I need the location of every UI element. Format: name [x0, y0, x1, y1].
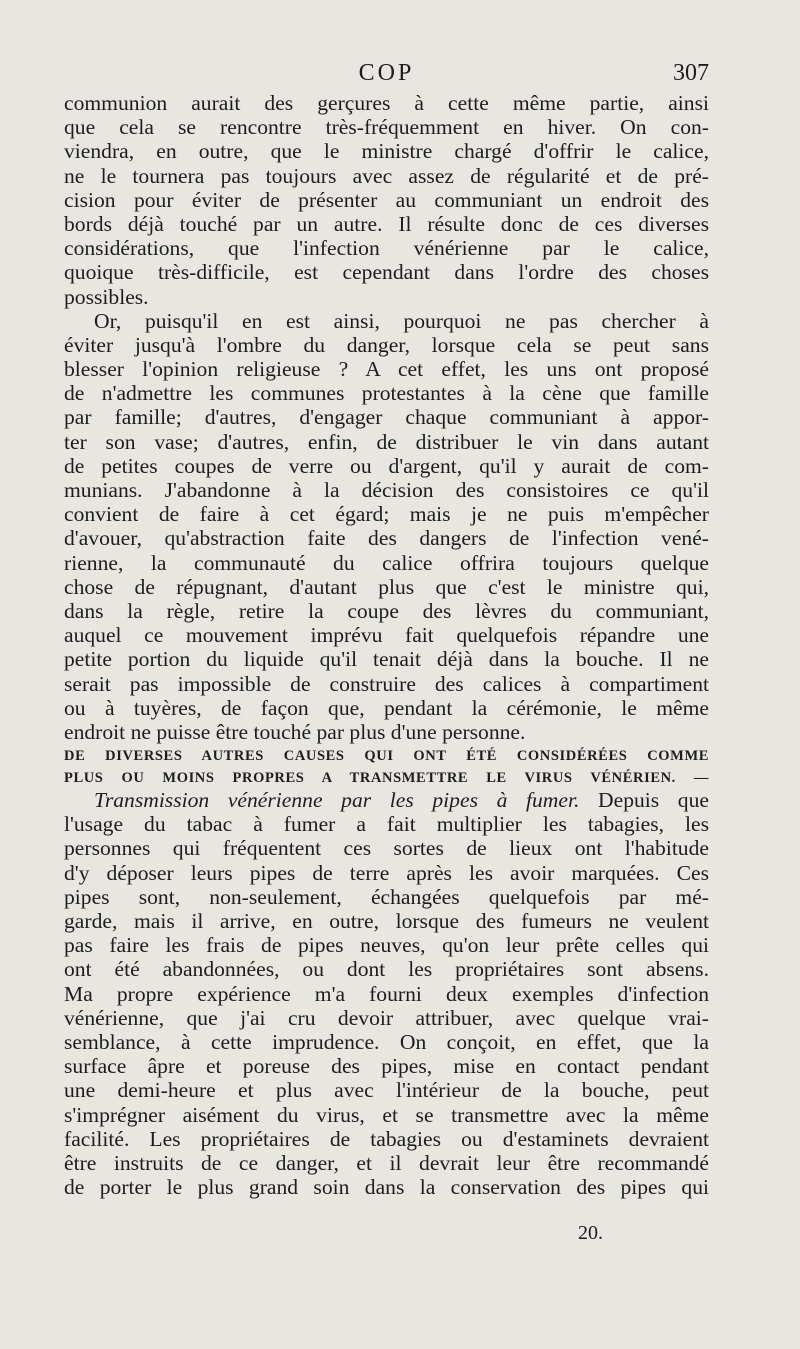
text-line: pipes sont, non-seulement, échangées quelquefois par mé- [64, 884, 709, 909]
signature-mark: 20. [578, 1222, 603, 1244]
text-line: une demi-heure et plus avec l'intérieur de la bouche, peut [64, 1078, 709, 1103]
text-line: convient de faire à cet égard; mais je ne puis m'empêcher [64, 502, 709, 527]
text-line: personnes qui fréquentent ces sortes de lieux ont l'habitude [64, 836, 709, 861]
text-line: d'avouer, qu'abstraction faite des dangers de l'infection vené- [64, 526, 709, 551]
text-line: ne le tournera pas toujours avec assez de régularité et de pré- [64, 163, 709, 188]
paragraph-2 [64, 309, 709, 744]
text-line: de porter le plus grand soin dans la conservation des pipes qui [64, 1175, 709, 1200]
section-heading [64, 744, 709, 788]
text-line: ont été abandonnées, ou dont les propriétaires sont absens. [64, 957, 709, 982]
text-line: Ma propre expérience m'a fourni deux exemples d'infection [64, 981, 709, 1006]
text-line: viendra, en outre, que le ministre chargé d'offrir le calice, [64, 139, 709, 164]
text-line: dans la règle, retire la coupe des lèvres du communiant, [64, 598, 709, 623]
text-line: que cela se rencontre très-fréquemment en hiver. On con- [64, 115, 709, 140]
text-line: garde, mais il arrive, en outre, lorsque des fumeurs ne veulent [64, 909, 709, 933]
text-line: possibles. [64, 284, 149, 309]
text-line: pas faire les frais de pipes neuves, qu'on leur prête celles qui [64, 933, 709, 958]
text-line: bords déjà touché par un autre. Il résulte donc de ces diverses [64, 211, 709, 236]
text-line: d'y déposer leurs pipes de terre après les avoir marquées. Ces [64, 860, 709, 885]
text-line: communion aurait des gerçures à cette même partie, ainsi [64, 91, 709, 115]
section-heading-line: DE DIVERSES AUTRES CAUSES QUI ONT ÉTÉ CONSIDÉRÉES COMME [64, 748, 709, 765]
text-run: Depuis que [579, 788, 709, 813]
text-line [64, 788, 709, 812]
text-line: serait pas impossible de construire des calices à compartiment [64, 671, 709, 696]
running-head: COP [358, 60, 415, 86]
page-number: 307 [673, 60, 709, 86]
text-line: auquel ce mouvement imprévu fait quelquefois répandre une [64, 623, 709, 648]
text-line: rienne, la communauté du calice offrira toujours quelque [64, 550, 709, 575]
paragraph-3 [64, 788, 709, 1199]
text-line: munians. J'abandonne à la décision des consistoires ce qu'il [64, 478, 709, 502]
text-line: cision pour éviter de présenter au communiant un endroit des [64, 187, 709, 212]
text-line: considérations, que l'infection vénérienne par le calice, [64, 236, 709, 261]
page-body [64, 91, 709, 1199]
text-line: petite portion du liquide qu'il tenait déjà dans la bouche. Il ne [64, 647, 709, 672]
text-line: quoique très-difficile, est cependant dans l'ordre des choses [64, 260, 709, 285]
text-line: blesser l'opinion religieuse ? A cet effet, les uns ont proposé [64, 357, 709, 382]
text-line: de n'admettre les communes protestantes à la cène que famille [64, 381, 709, 406]
text-line: éviter jusqu'à l'ombre du danger, lorsque cela se peut sans [64, 332, 709, 357]
text-line: facilité. Les propriétaires de tabagies ou d'estaminets devraient [64, 1126, 709, 1151]
text-line: semblance, à cette imprudence. On conçoit, en effet, que la [64, 1029, 709, 1054]
text-line: Or, puisqu'il en est ainsi, pourquoi ne pas chercher à [94, 308, 709, 333]
text-line: surface âpre et poreuse des pipes, mise en contact pendant [64, 1054, 709, 1079]
text-line: vénérienne, que j'ai cru devoir attribuer, avec quelque vrai- [64, 1005, 709, 1030]
text-line: chose de répugnant, d'autant plus que c'est le ministre qui, [64, 574, 709, 599]
paragraph-1 [64, 91, 709, 309]
text-line: par famille; d'autres, d'engager chaque communiant à appor- [64, 405, 709, 430]
text-line: l'usage du tabac à fumer a fait multiplier les tabagies, les [64, 812, 709, 837]
text-line: s'imprégner aisément du virus, et se transmettre avec la même [64, 1102, 709, 1127]
text-line: de petites coupes de verre ou d'argent, qu'il y aurait de com- [64, 453, 709, 478]
text-line: ou à tuyères, de façon que, pendant la cérémonie, le même [64, 695, 709, 720]
section-heading-line: PLUS OU MOINS PROPRES A TRANSMETTRE LE VIRUS VÉNÉRIEN. — [64, 770, 709, 787]
text-line: être instruits de ce danger, et il devrait leur être recommandé [64, 1150, 709, 1175]
subsection-title: Transmission vénérienne par les pipes à fumer. [94, 788, 580, 813]
text-line: endroit ne puisse être touché par plus d'une personne. [64, 719, 526, 744]
text-line: ter son vase; d'autres, enfin, de distribuer le vin dans autant [64, 429, 709, 454]
